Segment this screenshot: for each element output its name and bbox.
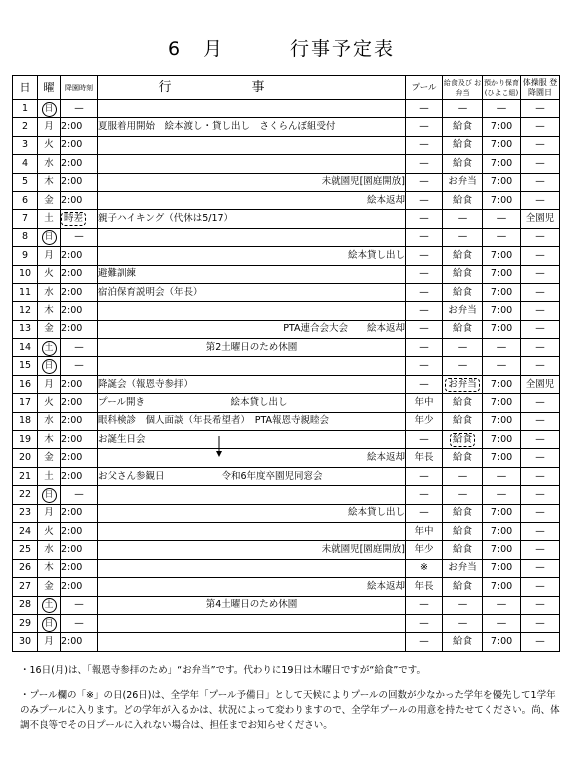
- day-cell: 21: [13, 467, 38, 485]
- lunch-cell: お弁当: [443, 302, 483, 320]
- pool-cell: 年中: [406, 522, 443, 540]
- day-cell: 12: [13, 302, 38, 320]
- pickup-time-cell: 2:00: [61, 118, 98, 136]
- lunch-cell: 給食: [443, 320, 483, 338]
- event-cell: [98, 614, 406, 632]
- day-cell: 1: [13, 100, 38, 118]
- pool-cell: —: [406, 357, 443, 375]
- care-cell: —: [483, 614, 521, 632]
- lunch-cell: 給食: [443, 504, 483, 522]
- note-pool: ・プール欄の「※」の日(26日)は、全学年「プール予備日」として天候によりプールの回数が少なかった学年を優先して1学年のみプールに入ります。どの学年が入るかは、状況によって変わりますので、全学年プールの用意を持たせてください。尚、体調不良等でその日プールに入れない場合は、担任までお知らせください。: [20, 690, 560, 731]
- event-cell: 眼科検診 個人面談（年長希望者） PTA報恩寺親睦会: [98, 412, 406, 430]
- header-row: [13, 76, 560, 100]
- care-cell: 7:00: [483, 191, 521, 209]
- header-weekday: 曜: [38, 76, 61, 100]
- pickup-time-cell: 2:00: [61, 541, 98, 559]
- pickup-time-cell: 2:00: [61, 320, 98, 338]
- lunch-cell: [443, 375, 483, 393]
- table-row: [13, 265, 560, 283]
- weekday-cell: 火: [38, 136, 61, 154]
- pe-cell: —: [521, 412, 560, 430]
- pickup-time-cell: [61, 210, 98, 228]
- lunch-cell: お弁当: [443, 173, 483, 191]
- day-cell: 22: [13, 486, 38, 504]
- weekday-cell-mark: 日: [42, 617, 57, 632]
- pe-cell: —: [521, 155, 560, 173]
- care-cell: 7:00: [483, 578, 521, 596]
- pickup-time-cell: 2:00: [61, 431, 98, 449]
- weekday-cell: 金: [38, 449, 61, 467]
- lunch-cell: 給食: [443, 136, 483, 154]
- lunch-cell: 給食: [443, 283, 483, 301]
- schedule-table: [12, 75, 560, 652]
- pickup-time-cell: —: [61, 228, 98, 246]
- weekday-cell: 火: [38, 265, 61, 283]
- table-row: [13, 486, 560, 504]
- weekday-cell: 水: [38, 541, 61, 559]
- pe-cell: —: [521, 504, 560, 522]
- lunch-cell: お弁当: [443, 559, 483, 577]
- pool-cell: ※: [406, 559, 443, 577]
- pickup-time-cell: 2:00: [61, 283, 98, 301]
- care-cell: 7:00: [483, 155, 521, 173]
- care-cell: 7:00: [483, 449, 521, 467]
- care-cell: —: [483, 210, 521, 228]
- event-cell: 降誕会（報恩寺参拝）: [98, 375, 406, 393]
- lunch-cell: —: [443, 357, 483, 375]
- weekday-cell: 金: [38, 578, 61, 596]
- table-row: [13, 302, 560, 320]
- pool-cell: 年少: [406, 541, 443, 559]
- day-cell: 17: [13, 394, 38, 412]
- weekday-cell: [38, 357, 61, 375]
- table-row: [13, 449, 560, 467]
- weekday-cell: [38, 486, 61, 504]
- lunch-cell: —: [443, 467, 483, 485]
- table-row: [13, 228, 560, 246]
- pool-cell: —: [406, 504, 443, 522]
- weekday-cell: [38, 228, 61, 246]
- day-cell: 28: [13, 596, 38, 614]
- pool-cell: 年中: [406, 394, 443, 412]
- lunch-cell: —: [443, 596, 483, 614]
- day-cell: 30: [13, 633, 38, 651]
- table-row: [13, 614, 560, 632]
- pickup-time-cell: 2:00: [61, 375, 98, 393]
- table-row: [13, 357, 560, 375]
- pool-cell: —: [406, 265, 443, 283]
- table-row: [13, 191, 560, 209]
- day-cell: 23: [13, 504, 38, 522]
- lunch-cell: 給食: [443, 633, 483, 651]
- pickup-time-cell: 2:00: [61, 302, 98, 320]
- weekday-cell: 金: [38, 191, 61, 209]
- lunch-cell: 給食: [443, 265, 483, 283]
- event-cell: [98, 100, 406, 118]
- care-cell: —: [483, 339, 521, 357]
- care-cell: 7:00: [483, 504, 521, 522]
- table-row: [13, 136, 560, 154]
- pickup-time-cell: —: [61, 339, 98, 357]
- weekday-cell-mark: 土: [42, 598, 57, 613]
- day-cell: 20: [13, 449, 38, 467]
- day-cell: 11: [13, 283, 38, 301]
- event-cell: 宿泊保育説明会（年長）: [98, 283, 406, 301]
- event-cell: PTA連合会大会 絵本返却: [98, 320, 406, 338]
- event-cell: [98, 155, 406, 173]
- pe-cell: —: [521, 100, 560, 118]
- care-cell: 7:00: [483, 118, 521, 136]
- care-cell: —: [483, 228, 521, 246]
- table-row: [13, 578, 560, 596]
- pe-cell: 全園児: [521, 375, 560, 393]
- down-arrow-icon: [215, 436, 223, 458]
- pe-cell: —: [521, 394, 560, 412]
- pickup-time-cell: 2:00: [61, 136, 98, 154]
- lunch-cell: 給食: [443, 191, 483, 209]
- pickup-time-cell: 2:00: [61, 578, 98, 596]
- pool-cell: —: [406, 375, 443, 393]
- weekday-cell-mark: 日: [42, 488, 57, 503]
- pe-cell: —: [521, 339, 560, 357]
- pe-cell: —: [521, 596, 560, 614]
- pool-cell: —: [406, 596, 443, 614]
- weekday-cell: 木: [38, 559, 61, 577]
- day-cell: 5: [13, 173, 38, 191]
- lunch-cell-mark: お弁当: [445, 378, 480, 392]
- pe-cell: —: [521, 449, 560, 467]
- pe-cell: —: [521, 467, 560, 485]
- weekday-cell: 土: [38, 467, 61, 485]
- event-cell: [98, 302, 406, 320]
- lunch-cell: [443, 431, 483, 449]
- weekday-cell: 火: [38, 394, 61, 412]
- weekday-cell: 月: [38, 504, 61, 522]
- event-cell: 絵本返却: [98, 449, 406, 467]
- event-cell: 未就園児[園庭開放]: [98, 541, 406, 559]
- header-event: 行事: [98, 76, 406, 100]
- pickup-time-cell: —: [61, 100, 98, 118]
- table-row: [13, 522, 560, 540]
- care-cell: 7:00: [483, 247, 521, 265]
- day-cell: 3: [13, 136, 38, 154]
- table-row: [13, 118, 560, 136]
- pickup-time-cell: —: [61, 596, 98, 614]
- weekday-cell-mark: 土: [42, 341, 57, 356]
- table-row: [13, 431, 560, 449]
- pe-cell: —: [521, 320, 560, 338]
- header-pe-uniform: 体操服 登降園日: [521, 76, 560, 100]
- lunch-cell: 給食: [443, 449, 483, 467]
- day-cell: 10: [13, 265, 38, 283]
- care-cell: 7:00: [483, 633, 521, 651]
- day-cell: 15: [13, 357, 38, 375]
- header-lunch: 給食及び お弁当: [443, 76, 483, 100]
- pe-cell: —: [521, 633, 560, 651]
- lunch-cell: 給食: [443, 247, 483, 265]
- table-row: [13, 541, 560, 559]
- pool-cell: —: [406, 431, 443, 449]
- table-row: [13, 633, 560, 651]
- pickup-time-cell: 2:00: [61, 633, 98, 651]
- lunch-cell: 給食: [443, 155, 483, 173]
- header-pool: プール: [406, 76, 443, 100]
- pe-cell: —: [521, 559, 560, 577]
- notes-section: [20, 663, 560, 743]
- pickup-time-cell: 2:00: [61, 412, 98, 430]
- pool-cell: —: [406, 302, 443, 320]
- day-cell: 8: [13, 228, 38, 246]
- care-cell: 7:00: [483, 173, 521, 191]
- pe-cell: —: [521, 541, 560, 559]
- pickup-time-cell: 2:00: [61, 247, 98, 265]
- day-cell: 4: [13, 155, 38, 173]
- pool-cell: —: [406, 228, 443, 246]
- lunch-cell: 給食: [443, 118, 483, 136]
- pe-cell: —: [521, 228, 560, 246]
- pool-cell: —: [406, 467, 443, 485]
- pool-cell: —: [406, 191, 443, 209]
- pe-cell: —: [521, 522, 560, 540]
- event-cell: 親子ハイキング（代休は5/17）: [98, 210, 406, 228]
- lunch-cell: 給食: [443, 412, 483, 430]
- care-cell: 7:00: [483, 136, 521, 154]
- event-cell: [98, 136, 406, 154]
- care-cell: —: [483, 486, 521, 504]
- weekday-cell: 木: [38, 173, 61, 191]
- care-cell: 7:00: [483, 283, 521, 301]
- pe-cell: —: [521, 247, 560, 265]
- weekday-cell: 月: [38, 375, 61, 393]
- pe-cell: —: [521, 578, 560, 596]
- care-cell: 7:00: [483, 394, 521, 412]
- lunch-cell: —: [443, 228, 483, 246]
- table-row: [13, 155, 560, 173]
- pool-cell: —: [406, 339, 443, 357]
- event-cell: 未就園児[園庭開放]: [98, 173, 406, 191]
- table-row: [13, 504, 560, 522]
- weekday-cell: 土: [38, 210, 61, 228]
- care-cell: 7:00: [483, 320, 521, 338]
- pool-cell: —: [406, 155, 443, 173]
- day-cell: 9: [13, 247, 38, 265]
- pe-cell: —: [521, 302, 560, 320]
- weekday-cell: 木: [38, 431, 61, 449]
- event-cell: [98, 486, 406, 504]
- weekday-cell: [38, 100, 61, 118]
- weekday-cell: 金: [38, 320, 61, 338]
- pool-cell: 年長: [406, 578, 443, 596]
- care-cell: —: [483, 467, 521, 485]
- pickup-time-cell: 2:00: [61, 265, 98, 283]
- event-cell: 絵本貸し出し: [98, 247, 406, 265]
- event-cell: 避難訓練: [98, 265, 406, 283]
- event-cell: 絵本返却: [98, 191, 406, 209]
- lunch-cell: —: [443, 339, 483, 357]
- event-cell: 第4土曜日のため休園: [98, 596, 406, 614]
- pickup-time-cell: 2:00: [61, 449, 98, 467]
- event-cell: [98, 522, 406, 540]
- lunch-cell: 給食: [443, 522, 483, 540]
- table-row: [13, 339, 560, 357]
- lunch-cell: 給食: [443, 578, 483, 596]
- event-cell: お誕生日会: [98, 431, 406, 449]
- table-row: [13, 173, 560, 191]
- pool-cell: —: [406, 100, 443, 118]
- event-cell: [98, 633, 406, 651]
- day-cell: 6: [13, 191, 38, 209]
- pickup-time-cell: 2:00: [61, 394, 98, 412]
- weekday-cell: 木: [38, 302, 61, 320]
- day-cell: 29: [13, 614, 38, 632]
- day-cell: 27: [13, 578, 38, 596]
- day-cell: 24: [13, 522, 38, 540]
- schedule-body: [13, 100, 560, 652]
- day-cell: 26: [13, 559, 38, 577]
- pe-cell: —: [521, 265, 560, 283]
- pool-cell: —: [406, 136, 443, 154]
- day-cell: 19: [13, 431, 38, 449]
- table-row: [13, 559, 560, 577]
- pickup-time-cell-mark: 時差: [61, 212, 86, 226]
- pe-cell: 全園児: [521, 210, 560, 228]
- pool-cell: —: [406, 210, 443, 228]
- pool-cell: —: [406, 320, 443, 338]
- lunch-cell: 給食: [443, 394, 483, 412]
- event-cell: 絵本貸し出し: [98, 504, 406, 522]
- care-cell: —: [483, 357, 521, 375]
- lunch-cell: —: [443, 100, 483, 118]
- weekday-cell: 水: [38, 412, 61, 430]
- pool-cell: —: [406, 247, 443, 265]
- pool-cell: 年少: [406, 412, 443, 430]
- lunch-cell: —: [443, 210, 483, 228]
- event-cell: 第2土曜日のため休園: [98, 339, 406, 357]
- care-cell: 7:00: [483, 265, 521, 283]
- table-row: [13, 412, 560, 430]
- pool-cell: 年長: [406, 449, 443, 467]
- event-cell: [98, 559, 406, 577]
- schedule-heading: 行事予定表: [290, 38, 396, 60]
- event-cell: プール開き 絵本貸し出し: [98, 394, 406, 412]
- header-day: 日: [13, 76, 38, 100]
- pe-cell: —: [521, 136, 560, 154]
- pool-cell: —: [406, 118, 443, 136]
- care-cell: 7:00: [483, 302, 521, 320]
- weekday-cell: [38, 596, 61, 614]
- pool-cell: —: [406, 614, 443, 632]
- care-cell: 7:00: [483, 559, 521, 577]
- event-cell: 絵本返却: [98, 578, 406, 596]
- weekday-cell: 月: [38, 118, 61, 136]
- pe-cell: —: [521, 118, 560, 136]
- pool-cell: —: [406, 283, 443, 301]
- table-row: [13, 467, 560, 485]
- care-cell: —: [483, 596, 521, 614]
- day-cell: 14: [13, 339, 38, 357]
- pickup-time-cell: —: [61, 614, 98, 632]
- pickup-time-cell: —: [61, 357, 98, 375]
- page-title: [0, 34, 577, 60]
- pickup-time-cell: 2:00: [61, 173, 98, 191]
- weekday-cell-mark: 日: [42, 359, 57, 374]
- pickup-time-cell: 2:00: [61, 504, 98, 522]
- care-cell: 7:00: [483, 541, 521, 559]
- pe-cell: —: [521, 486, 560, 504]
- weekday-cell: [38, 339, 61, 357]
- pool-cell: —: [406, 486, 443, 504]
- pe-cell: —: [521, 173, 560, 191]
- table-row: [13, 375, 560, 393]
- care-cell: 7:00: [483, 412, 521, 430]
- pool-cell: —: [406, 633, 443, 651]
- lunch-cell: —: [443, 614, 483, 632]
- day-cell: 7: [13, 210, 38, 228]
- event-cell: [98, 228, 406, 246]
- pe-cell: —: [521, 283, 560, 301]
- lunch-cell: 給食: [443, 541, 483, 559]
- month-label: 6 月: [168, 38, 225, 60]
- weekday-cell: 月: [38, 247, 61, 265]
- pickup-time-cell: 2:00: [61, 522, 98, 540]
- day-cell: 18: [13, 412, 38, 430]
- day-cell: 25: [13, 541, 38, 559]
- lunch-cell: —: [443, 486, 483, 504]
- note-lunch: ・16日(月)は、「報恩寺参拝のため」“お弁当”です。代わりに19日は木曜日ですが“給食”です。: [20, 665, 427, 676]
- weekday-cell: 火: [38, 522, 61, 540]
- pool-cell: —: [406, 173, 443, 191]
- table-row: [13, 320, 560, 338]
- weekday-cell-mark: 日: [42, 102, 57, 117]
- care-cell: —: [483, 100, 521, 118]
- header-pickup-time: 降園時刻: [61, 76, 98, 100]
- care-cell: 7:00: [483, 431, 521, 449]
- day-cell: 13: [13, 320, 38, 338]
- weekday-cell: [38, 614, 61, 632]
- table-row: [13, 247, 560, 265]
- weekday-cell: 水: [38, 155, 61, 173]
- table-row: [13, 210, 560, 228]
- event-cell: [98, 357, 406, 375]
- care-cell: 7:00: [483, 375, 521, 393]
- weekday-cell-mark: 日: [42, 230, 57, 245]
- pe-cell: —: [521, 191, 560, 209]
- pe-cell: —: [521, 614, 560, 632]
- table-row: [13, 100, 560, 118]
- pickup-time-cell: 2:00: [61, 155, 98, 173]
- pickup-time-cell: —: [61, 486, 98, 504]
- header-extended-care: 預かり保育 (ひよこ組): [483, 76, 521, 100]
- event-cell: 夏服着用開始 絵本渡し・貸し出し さくらんぼ組受付: [98, 118, 406, 136]
- pickup-time-cell: 2:00: [61, 191, 98, 209]
- pickup-time-cell: 2:00: [61, 559, 98, 577]
- table-row: [13, 394, 560, 412]
- event-cell: お父さん参観日 令和6年度卒園児同窓会: [98, 467, 406, 485]
- table-row: [13, 283, 560, 301]
- day-cell: 2: [13, 118, 38, 136]
- care-cell: 7:00: [483, 522, 521, 540]
- pe-cell: —: [521, 357, 560, 375]
- weekday-cell: 月: [38, 633, 61, 651]
- lunch-cell-mark: 給食: [450, 433, 475, 447]
- weekday-cell: 水: [38, 283, 61, 301]
- pe-cell: —: [521, 431, 560, 449]
- table-row: [13, 596, 560, 614]
- day-cell: 16: [13, 375, 38, 393]
- pickup-time-cell: 2:00: [61, 467, 98, 485]
